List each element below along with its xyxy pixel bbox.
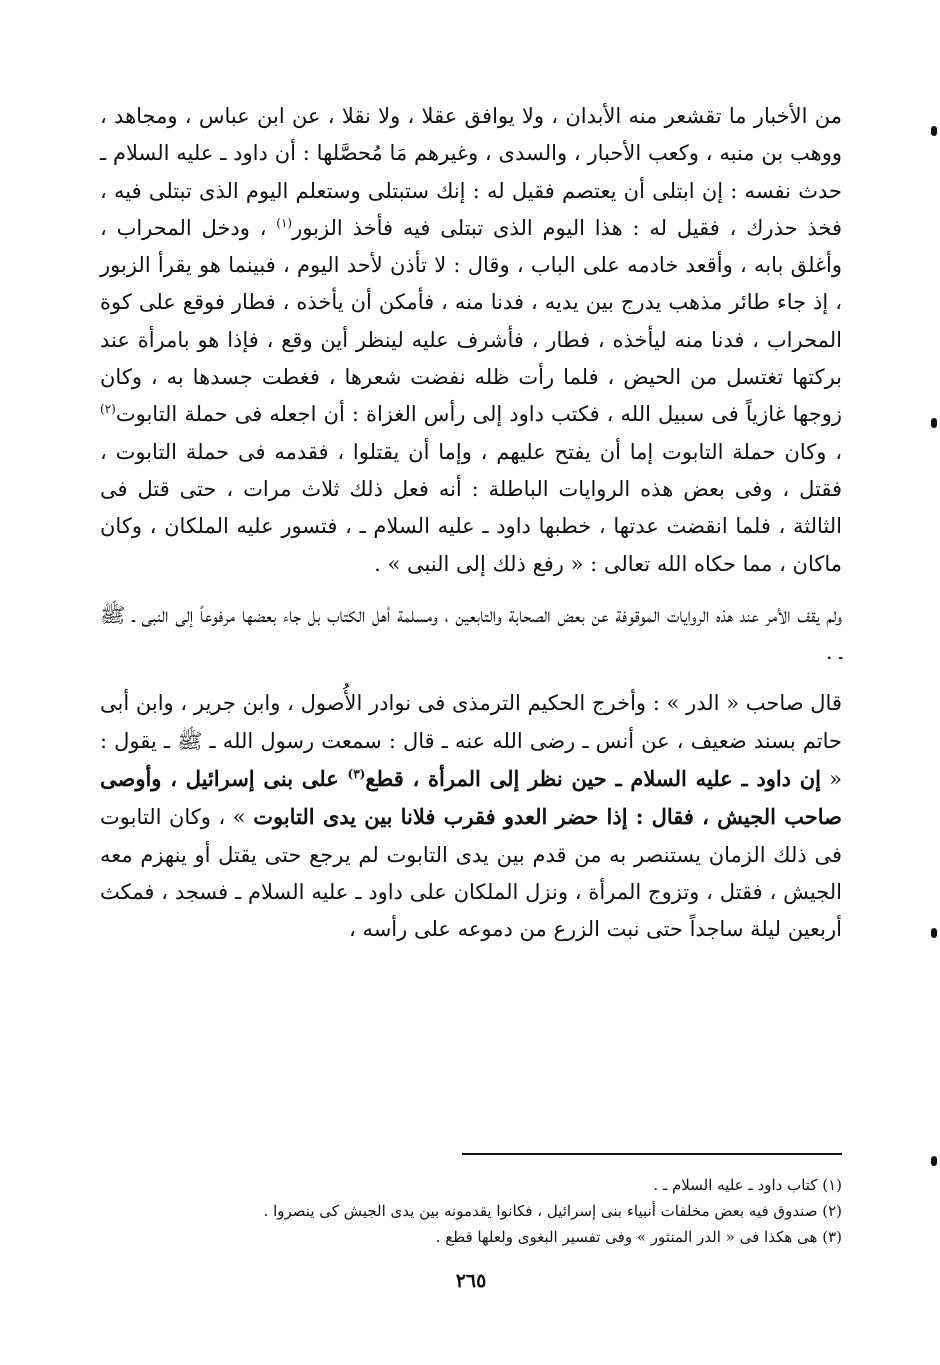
paragraph-3-end: » ، وكان التابوت فى ذلك الزمان يستنصر به من قدم بين يدى التابوت لم يرجع حتى يقتل أو ينهزم معه الجيش ، فقتل ، وتزوج المرأة ، ونزل الملكان على داود ـ عليه السلام ـ فسجد ، فمكث أربعين ليلة ساجداً حتى نبت الزرع من دموعه على رأسه ، xyxy=(100,805,842,942)
binding-mark-top xyxy=(931,126,937,136)
paragraph-3-intro: قال صاحب « الدر » : وأخرج الحكيم الترمذى فى نوادر الأُصول ، وابن جرير ، وابن أبى حاتم بسند ضعيف ، عن أنس ـ رضى الله عنه ـ قال : سمعت رسول الله ـ ﷺ ـ يقول : « xyxy=(100,691,842,792)
footnotes xyxy=(100,1172,842,1250)
paragraph-1-text: من الأخبار ما تقشعر منه الأبدان ، ولا يوافق عقلا ، ولا نقلا ، عن ابن عباس ، ومجاهد ، ووهب بن منبه ، وكعب الأحبار ، والسدى ، وغيرهم مَا مُحصَّلها : أن داود ـ عليه السلام ـ حدث نفسه : إن ابتلى أن يعتصم فقيل له : إنك ستبتلى وستعلم اليوم الذى تبتلى فيه ، فخذ حذرك ، فقيل له : هذا اليوم الذى تبتلى فيه فأخذ الزبور xyxy=(100,104,842,240)
page-body xyxy=(100,98,842,1348)
binding-mark-lower xyxy=(931,928,937,938)
footnote-ref-2: (٢) xyxy=(100,402,116,417)
binding-mark-middle xyxy=(931,418,937,428)
binding-mark-bottom xyxy=(931,1156,937,1166)
footnote-1: (١) كتاب داود ـ عليه السلام ـ . xyxy=(653,1176,842,1194)
hadith-quote-part-2: على بنى إسرائيل ، وأوصى صاحب الجيش ، فقال : إذا حضر العدو فقرب فلانا بين يدى التابوت xyxy=(100,766,843,830)
footnote-ref-1: (١) xyxy=(276,215,293,230)
footnote-ref-3: (٣) xyxy=(347,767,366,782)
paragraph-1-continued: ، ودخل المحراب ، وأغلق بابه ، وأقعد خادمه على الباب ، وقال : لا تأذن لأحد اليوم ، فبينما هو يقرأ الزبور ، إذ جاء طائر مذهب يدرج بين يديه ، فدنا منه ، فأمكن أن يأخذه ، فطار فوقع على كوة المحراب ، فدنا منه ليأخذه ، فطار ، فأشرف عليه لينظر أين وقع ، فإذا هو بامرأة عند بركتها تغتسل من الحيض ، فلما رأت ظله نفضت شعرها ، فغطت جسدها به ، وكان زوجها غازياً فى سبيل الله ، فكتب داود إلى رأس الغزاة : أن اجعله فى حملة التابوت xyxy=(100,215,842,427)
footnote-divider xyxy=(462,1153,842,1155)
paragraph-2: ولم يقف الأمر عند هذه الروايات الموقوفة عن بعض الصحابة والتابعين ، ومسلمة أهل الكتاب بل جاء بعضها مرفوعاً إلى النبى ـ ﷺ ـ . xyxy=(100,602,842,665)
paragraph-1-end: ، وكان حملة التابوت إما أن يفتح عليهم ، وإما أن يقتلوا ، فقدمه فى حملة التابوت ، فقتل ، وفى بعض هذه الروايات الباطلة : أنه فعل ذلك ثلاث مرات ، حتى قتل فى الثالثة ، فلما انقضت عدتها ، خطبها داود ـ عليه السلام ـ ، فتسور عليه الملكان ، وكان ماكان ، مما حكاه الله تعالى : « رفع ذلك إلى النبى » . xyxy=(100,439,842,576)
hadith-quote-part-1: إن داود ـ عليه السلام ـ حين نظر إلى المرأة ، قطع xyxy=(365,766,822,792)
footnote-2: (٢) صندوق فيه بعض مخلفات أنبياء بنى إسرائيل ، فكانوا يقدمونه بين يدى الجيش كى ينصروا . xyxy=(263,1202,842,1220)
page-number: ٢٦٥ xyxy=(455,1270,487,1292)
paragraph-3 xyxy=(100,685,842,948)
footnote-3: (٣) هى هكذا فى « الدر المنثور » وفى تفسير البغوى ولعلها قطع . xyxy=(435,1228,842,1246)
paragraph-1 xyxy=(100,98,842,583)
